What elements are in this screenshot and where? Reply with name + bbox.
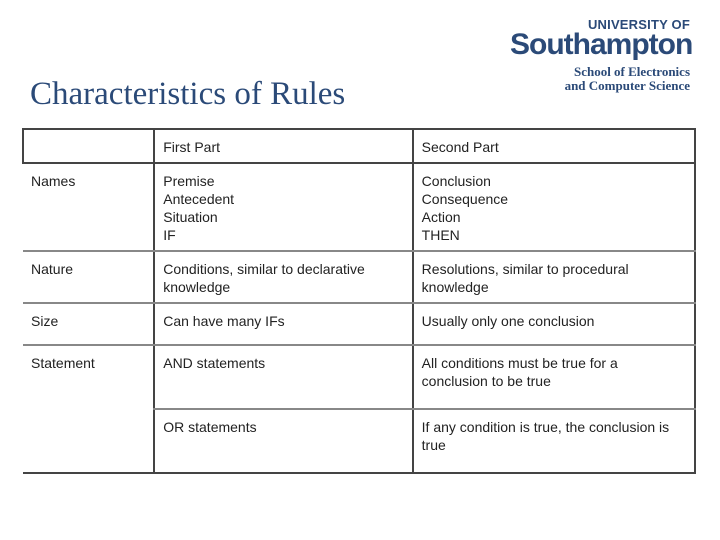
cell-nature-second: Resolutions, similar to procedural knowledge xyxy=(413,251,695,303)
slide-title: Characteristics of Rules xyxy=(30,76,346,112)
cell-size-second: Usually only one conclusion xyxy=(413,303,695,345)
logo-school-line1: School of Electronics xyxy=(573,64,690,79)
names-first-1: Antecedent xyxy=(163,191,235,207)
cell-statement-or-second: If any condition is true, the conclusion is true xyxy=(413,409,695,473)
names-second-2: Action xyxy=(421,209,461,225)
logo-university-of: UNIVERSITY OF xyxy=(587,17,690,32)
names-first-2: Situation xyxy=(163,209,218,225)
names-first-0: Premise xyxy=(163,173,215,189)
logo-school-line2: and Computer Science xyxy=(564,78,690,93)
cell-nature-first: Conditions, similar to declarative knowledge xyxy=(154,251,412,303)
row-label-size: Size xyxy=(23,303,154,345)
header-second-part: Second Part xyxy=(413,129,695,163)
cell-statement-and-first: AND statements xyxy=(154,345,412,409)
table-row-statement-and xyxy=(23,345,695,409)
cell-names-first xyxy=(154,163,412,251)
cell-statement-and-second: All conditions must be true for a conclusion to be true xyxy=(413,345,695,409)
cell-statement-or-first: OR statements xyxy=(154,409,412,473)
table-row-size xyxy=(23,303,695,345)
rules-table xyxy=(22,128,696,474)
row-label-nature: Nature xyxy=(23,251,154,303)
row-label-names: Names xyxy=(23,163,154,251)
cell-size-first: Can have many IFs xyxy=(154,303,412,345)
cell-names-second xyxy=(413,163,695,251)
header-first-part: First Part xyxy=(154,129,412,163)
header-empty xyxy=(23,129,154,163)
names-second-0: Conclusion xyxy=(421,173,491,189)
logo-name: Southampton xyxy=(510,28,693,61)
header-row xyxy=(23,129,695,163)
names-first-3: IF xyxy=(163,227,176,243)
table-row-names xyxy=(23,163,695,251)
university-logo xyxy=(510,17,693,93)
table-row-nature xyxy=(23,251,695,303)
names-second-1: Consequence xyxy=(421,191,509,207)
names-second-3: THEN xyxy=(421,227,460,243)
row-label-statement: Statement xyxy=(23,345,154,473)
